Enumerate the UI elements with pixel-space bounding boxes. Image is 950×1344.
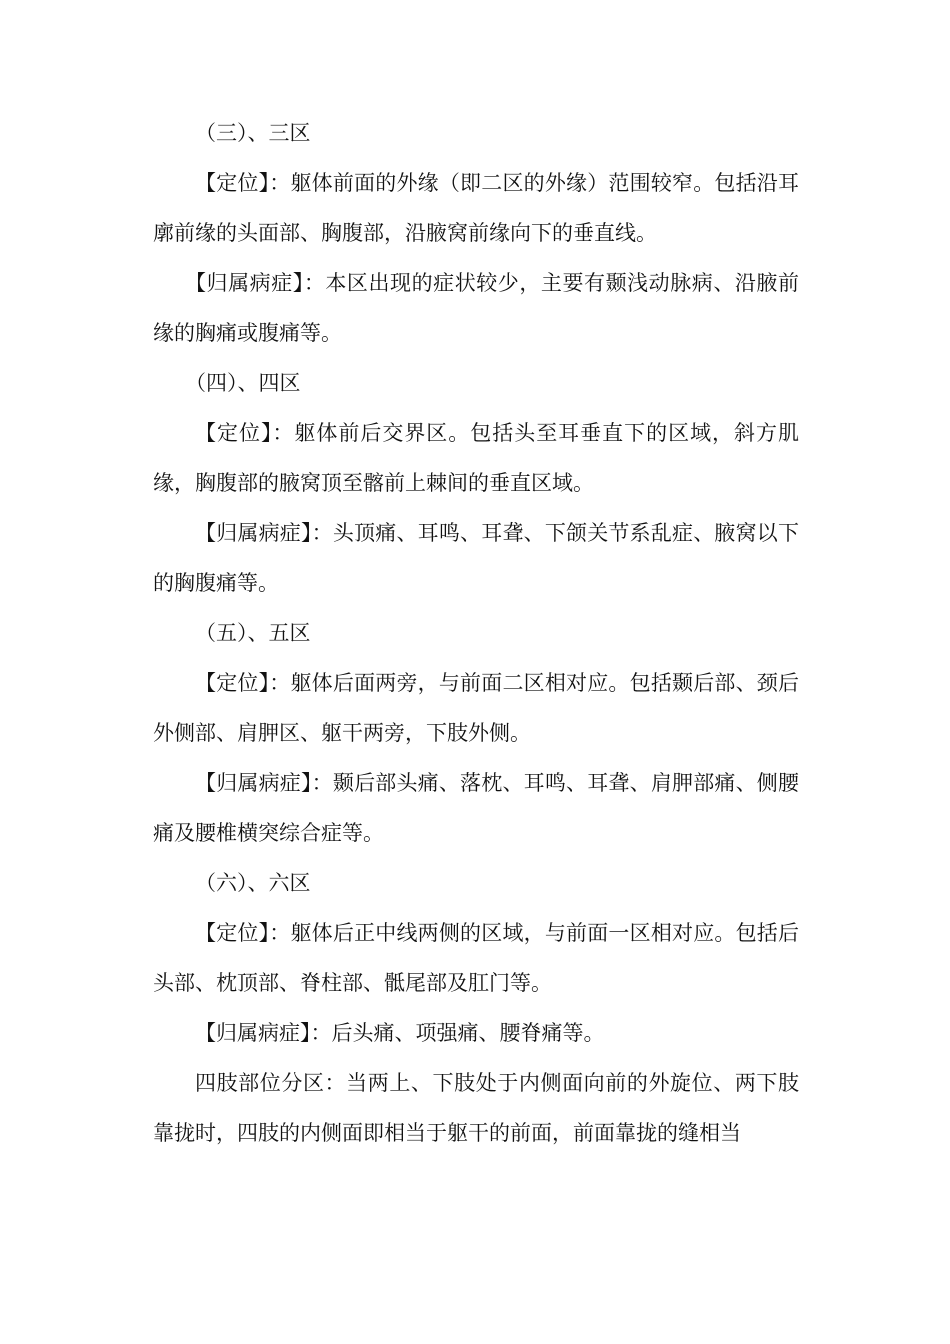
section-disease-6: 【归属病症】：后头痛、项强痛、腰脊痛等。 [195,1021,605,1045]
section-location-5: 【定位】：躯体后面两旁，与前面二区相对应。包括颞后部、颈后外侧部、肩胛区、躯干两旁，下肢外侧。 [153,671,799,745]
section-heading-3: （三）、三区 [195,121,311,145]
document-page [153,108,799,1158]
section-location-6: 【定位】：躯体后正中线两侧的区域，与前面一区相对应。包括后头部、枕顶部、脊柱部、骶尾部及肛门等。 [153,921,799,995]
section-location-3: 【定位】：躯体前面的外缘（即二区的外缘）范围较窄。包括沿耳廓前缘的头面部、胸腹部，沿腋窝前缘向下的垂直线。 [153,171,799,245]
section-location-4: 【定位】：躯体前后交界区。包括头至耳垂直下的区域，斜方肌缘，胸腹部的腋窝顶至髂前上棘间的垂直区域。 [153,421,799,495]
closing-paragraph: 四肢部位分区：当两上、下肢处于内侧面向前的外旋位、两下肢靠拢时，四肢的内侧面即相当于躯干的前面，前面靠拢的缝相当 [153,1071,799,1145]
section-disease-4: 【归属病症】：头顶痛、耳鸣、耳聋、下颌关节系乱症、腋窝以下的胸腹痛等。 [153,521,799,595]
section-heading-6: （六）、六区 [195,871,311,895]
section-disease-5: 【归属病症】：颞后部头痛、落枕、耳鸣、耳聋、肩胛部痛、侧腰痛及腰椎横突综合症等。 [153,771,799,845]
section-heading-5: （五）、五区 [195,621,311,645]
section-heading-4: （四）、四区 [185,371,301,395]
section-disease-3: 【归属病症】：本区出现的症状较少，主要有颞浅动脉病、沿腋前缘的胸痛或腹痛等。 [153,271,799,345]
